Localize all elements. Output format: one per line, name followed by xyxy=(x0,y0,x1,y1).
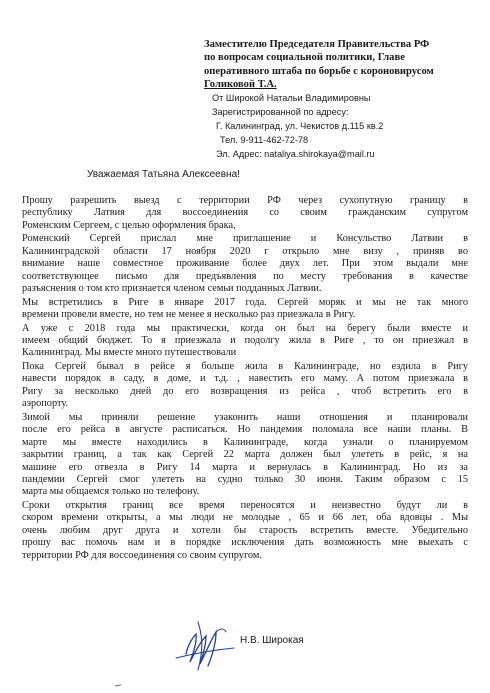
paragraph-line: Сроки открытия границ все время переносятся и неизвестно будут ли в xyxy=(22,499,468,511)
paragraph-line: Калининград. Мы вместе много путешествовали xyxy=(22,347,237,359)
paragraph-line: навести порядок в саду, в доме, и т.д. , навестить его маму. А потом приезжала в xyxy=(22,373,468,385)
paragraph-line: Ригу за несколько дней до его возвращения из рейса , чтоб встретить его в xyxy=(22,385,468,397)
paragraph-line: Роменским Сергеем, с целью оформления брака, xyxy=(22,219,236,231)
paragraph-line: Прошу разрешить выезд с территории РФ через сухопутную границу в xyxy=(22,195,468,206)
paragraph-line: марта мы общаемся только по телефону. xyxy=(22,486,200,498)
paragraph-line: Зимой мы приняли решение узаконить наши отношения и планировали xyxy=(22,411,468,423)
paragraph-line: разъяснения о том кто признается членом семьи подданных Латвии. xyxy=(22,283,322,295)
sender-address: Г. Калининград, ул. Чекистов д.115 кв.2 xyxy=(216,121,384,132)
paragraph-line: А уже с 2018 года мы практически, когда он был на берегу были вместе и xyxy=(22,322,468,334)
letter-paragraph xyxy=(22,297,468,322)
paragraph-line: закрытии границ, а так как Сергей 22 марта должен был улететь в рейс, я на xyxy=(22,449,468,461)
letter-paragraph xyxy=(22,233,468,295)
greeting: Уважаемая Татьяна Алексеевна! xyxy=(87,169,240,180)
sender-phone: Тел. 9-911-462-72-78 xyxy=(220,135,309,146)
addressee-name: Голиковой Т.А. xyxy=(204,79,277,91)
paragraph-line: Роменский Сергей прислал мне приглашение и Консульство Латвии в xyxy=(22,233,468,245)
paragraph-line: Мы встретились в Риге в январе 2017 года. Сергей моряк и мы не так много xyxy=(22,296,468,308)
paragraph-line: времени провели вместе, но тем не менее я несколько раз приезжала в Ригу. xyxy=(22,309,356,321)
paragraph-line: пандемии Сергей смог улететь на судно только 30 июня. Таким образом с 15 xyxy=(22,473,468,485)
sender-name: От Широкой Натальи Владимировны xyxy=(212,93,371,103)
paragraph-line: Калининградской области 17 ноября 2020 г открыло мне визу , приняв во xyxy=(22,245,468,257)
sender-block xyxy=(212,91,472,161)
paragraph-line: скором времени открыты, а мы люди не молодые , 65 и 66 лет, оба вдовцы . Мы xyxy=(22,512,468,524)
paragraph-line: внимание наше совместное проживание более двух лет. При этом выдали мне xyxy=(22,258,468,270)
paragraph-line: имеем общий бюджет. То я приезжала и подолгу жила в Риге , то он приезжал в xyxy=(22,334,468,346)
sender-email: Эл. Адрес: nataliya.shirokaya@mail.ru xyxy=(216,149,375,160)
letter-paragraph xyxy=(22,500,468,562)
letter-body xyxy=(22,195,468,563)
paragraph-line: прошу вас помочь нам и в порядке исключения дать возможность мне выехать с xyxy=(22,537,468,549)
addressee-line: по вопросам социальной политики, Главе xyxy=(204,52,405,64)
letter-paragraph xyxy=(22,361,468,411)
page-mark xyxy=(115,684,121,687)
paragraph-line: после его рейса в августе расписаться. Но пандемия поломала все наши планы. В xyxy=(22,424,468,436)
paragraph-line: аэропорту. xyxy=(22,398,69,410)
sender-registration-label: Зарегистрированной по адресу: xyxy=(212,107,349,118)
signer-name: Н.В. Широкая xyxy=(240,635,304,646)
addressee-block xyxy=(204,38,474,92)
paragraph-line: республику Латвия для воссоединения со своим гражданским супругом xyxy=(22,207,468,219)
paragraph-line: Пока Сергей бывал в рейсе я больше жила в Калининграде, но ездила в Ригу xyxy=(22,360,468,372)
paragraph-line: марте мы вместе находились в Калининграде, когда узнали о планируемом xyxy=(22,436,468,448)
handwritten-signature xyxy=(168,614,238,674)
letter-paragraph xyxy=(22,412,468,499)
addressee-line: Заместителю Председателя Правительства РФ xyxy=(204,39,430,50)
paragraph-line: территории РФ для воссоединения со своим супругом. xyxy=(22,549,262,561)
paragraph-line: соответствующее письмо для предъявления по месту требования в качестве xyxy=(22,270,468,282)
letter-paragraph xyxy=(22,323,468,360)
letter-paragraph xyxy=(22,195,468,232)
paragraph-line: машине его отвезла в Ригу 14 марта и вернулась в Калининград. Но из за xyxy=(22,461,468,473)
paragraph-line: очень любим друг друга и хотели бы старость встретить вместе. Убедительно xyxy=(22,524,468,536)
addressee-line: оперативного штаба по борьбе с короновирусом xyxy=(204,65,434,77)
